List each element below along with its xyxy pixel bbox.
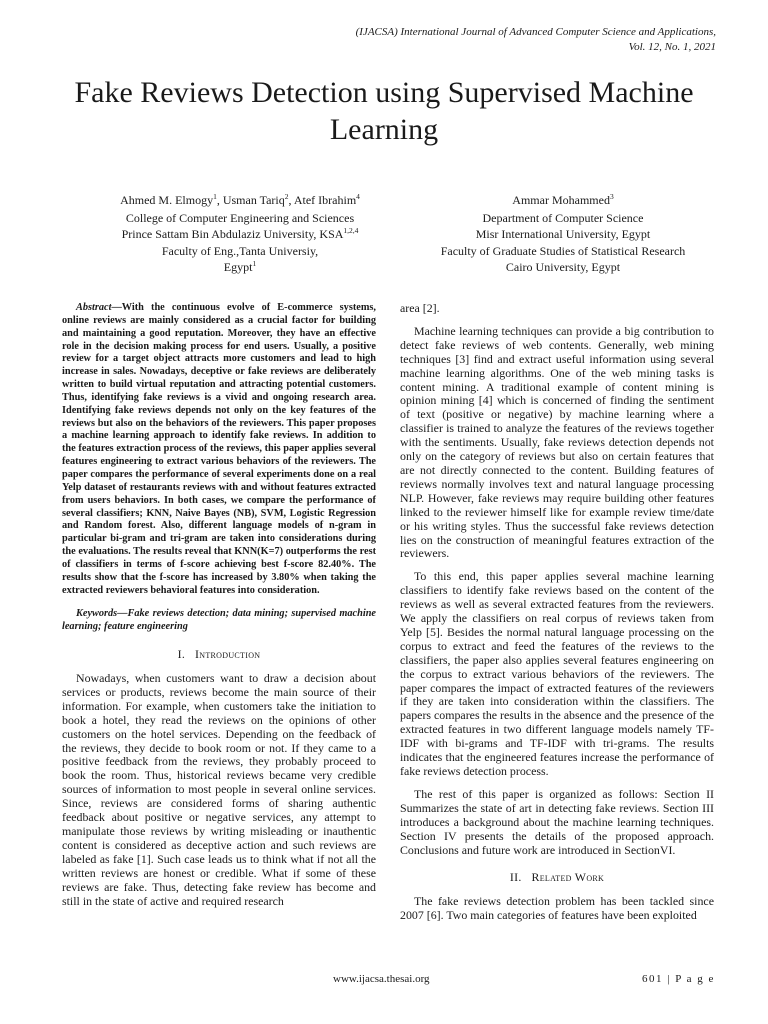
author-superscript: 2 xyxy=(284,192,289,201)
affiliation-line: College of Computer Engineering and Sciences xyxy=(125,210,355,225)
paper-title: Fake Reviews Detection using Supervised Machine Learning xyxy=(74,76,694,146)
left-column xyxy=(62,302,376,917)
page-number: 601 | P a g e xyxy=(642,973,715,985)
continuation-text: area [2]. xyxy=(400,301,440,315)
affiliation-line: Misr International University, Egypt xyxy=(475,227,651,241)
keywords: Keywords—Fake reviews detection; data mining; supervised machine learning; feature engineering xyxy=(62,608,376,633)
author-block-left xyxy=(60,192,420,276)
author-block-right xyxy=(398,192,728,276)
introduction-paragraph: Nowadays, when customers want to draw a decision about services or products, reviews become the main source of their information. For example, when customers take the initiation to book a hotel, they read the reviews on the opinions of other customers on the hotel services. Depending on the feedback of the reviews, they decide to book room or not. If they came to a positive feedback from the reviews, they probably proceed to book the room. Thus, historical reviews became very credible sources of information to most people in several online services. Since, reviews are considered forms of sharing authentic feedback about positive or negative services, any attempt to manipulate those reviews by writing misleading or inauthentic content is considered as deceptive action and such reviews are labeled as fake [1]. Such case leads us to think what if not all the written reviews are honest or credible. What if some of these reviews are fake. Thus, detecting fake review has become and still in the state of active and required research xyxy=(62,671,376,908)
abstract xyxy=(62,302,376,597)
body-paragraph: The rest of this paper is organized as follows: Section II Summarizes the state of art in detecting fake reviews. Section III introduces a background about the machine learning techniques. Section IV presents the details of the proposed approach. Conclusions and future work are introduced in SectionVI. xyxy=(400,786,714,857)
body-paragraph: The fake reviews detection problem has been tackled since 2007 [6]. Two main categories of features have been exploited xyxy=(400,894,714,923)
affiliation-line: Faculty of Eng.,Tanta Universiy, xyxy=(161,243,319,258)
affiliation-line: Department of Computer Science xyxy=(482,210,644,225)
journal-name: (IJACSA) International Journal of Advanced Computer Science and Applications, xyxy=(355,26,716,38)
affiliation-superscript: 1 xyxy=(252,259,257,268)
body-paragraph: Machine learning techniques can provide a big contribution to detect fake reviews of web contents. Generally, web mining techniques [3] find and extract useful information using several machine learning algorithms. One of the web mining tasks is content mining. A traditional example of content mining is opinion mining [4] which is concerned of finding the sentiment of text (positive or negative) by machine learning where a classifier is trained to analyze the features of the reviews together with the sentiments. Usually, fake reviews detection depends not only on the category of reviews but also on certain features that are not directly connected to the content. Building features of reviews normally involves text and natural language processing NLP. However, fake reviews may require building other features linked to the reviewer himself like for example review time/date or his writing styles. Thus the successful fake reviews detection lies on the construction of meaningful features extraction of the reviewers. xyxy=(400,323,714,561)
author-names xyxy=(398,192,728,209)
affiliation-text: Egypt xyxy=(223,260,253,274)
journal-volume: Vol. 12, No. 1, 2021 xyxy=(628,41,716,53)
footer-url: www.ijacsa.thesai.org xyxy=(333,973,430,985)
author-name: Ahmed M. Elmogy xyxy=(120,193,214,207)
affiliation-line xyxy=(60,226,420,243)
journal-header xyxy=(356,25,716,55)
section-numeral: I. xyxy=(177,647,186,662)
affiliation-line: Cairo University, Egypt xyxy=(505,260,621,274)
affiliation-text: Prince Sattam Bin Abdulaziz University, KSA xyxy=(121,227,344,241)
section-heading-introduction xyxy=(62,648,376,662)
body-paragraph: To this end, this paper applies several machine learning classifiers to identify fake reviews based on the content of the reviews as well as several extracted features from the reviewers. We apply the classifiers on real corpus of reviews taken from Yelp [5]. Besides the normal natural language processing on the corpus to extract and feed the features of the reviews to the classifiers, the paper also applies several features engineering on the corpus to extract various behaviors of the reviewers. The paper compares the impact of extracted features of the reviewers if they are taken into consideration within the classifiers. The papers compares the results in the absence and the presence of the extracted features in two different language models namely TF-IDF with bi-grams and TF-IDF with tri-grams. The results indicates that the engineered features increase the performance of fake reviews detection process. xyxy=(400,569,714,778)
author-superscript: 4 xyxy=(356,192,360,201)
author-name: Usman Tariq xyxy=(222,193,285,207)
affiliation-superscript: 1,2,4 xyxy=(343,226,359,235)
section-title: Related Work xyxy=(531,870,605,885)
author-names: Ahmed M. Elmogy$^1$, Usman Tariq$^2$, Atef Ibrahim$^4$ xyxy=(120,192,360,207)
affiliation-line xyxy=(60,259,420,276)
right-column xyxy=(400,302,714,932)
section-numeral: II. xyxy=(509,870,522,885)
section-title: Introduction xyxy=(195,647,261,662)
author-name: Ammar Mohammed xyxy=(512,193,610,207)
abstract-label: Abstract xyxy=(76,302,112,313)
affiliation-line: Faculty of Graduate Studies of Statistical Research xyxy=(440,243,686,258)
author-superscript: 3 xyxy=(609,192,614,201)
author-name: Atef Ibrahim xyxy=(293,193,357,207)
author-superscript: 1 xyxy=(213,192,217,201)
abstract-text: —With the continuous evolve of E-commerce systems, online reviews are mainly considered as a crucial factor for building and maintaining a good reputation. Moreover, they have an effective role in the decision making process for end users. Usually, a positive review for a target object attracts more customers and lead to high increase in sales. Nowadays, deceptive or fake reviews are deliberately written to build virtual reputation and attracting potential customers. Thus, identifying fake reviews is a vivid and ongoing research area. Identifying fake reviews depends not only on the key features of the reviews but also on the behaviors of the reviewers. This paper proposes a machine learning approach to identify fake reviews. In addition to the features extraction process of the reviews, this paper applies several features engineering to extract various behaviors of the reviewers. The paper compares the performance of several experiments done on a real Yelp dataset of restaurants reviews with and without features extracted from users behaviors. In both cases, we compare the performance of several classifiers; KNN, Naive Bayes (NB), SVM, Logistic Regression and Random forest. Also, different language models of n-gram in particular bi-gram and tri-gram are taken into considerations during the evaluations. The results reveal that KNN(K=7) outperforms the rest of classifiers in terms of f-score achieving best f-score 82.40%. The results show that the f-score has increased by 3.80% when taking the extracted reviewers behavioral features into consideration. xyxy=(62,302,376,596)
section-heading-related-work xyxy=(400,871,714,885)
